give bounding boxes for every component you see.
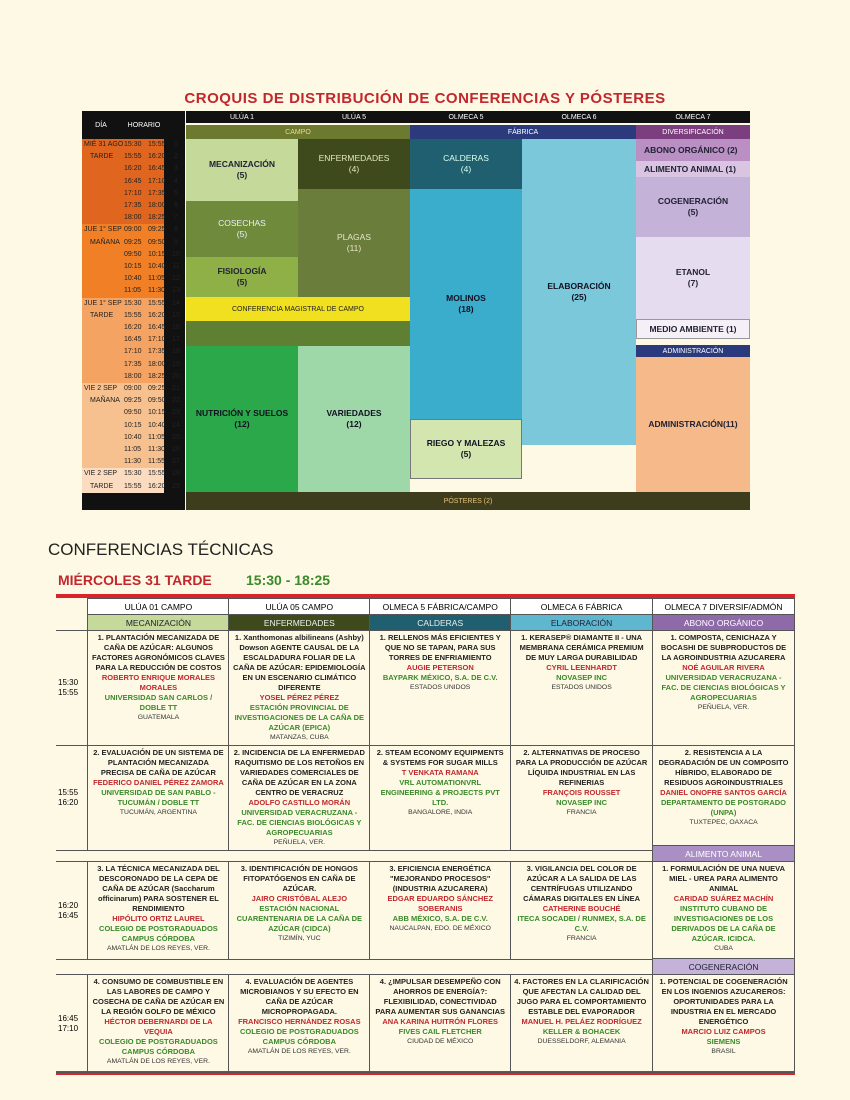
row-number: 19 <box>172 360 180 368</box>
time-start: 11:05 <box>124 287 141 295</box>
time-start: 15:55 <box>124 311 142 319</box>
header-horario: HORARIO <box>120 119 168 131</box>
time-end: 17:35 <box>148 348 166 356</box>
talk-author: AUGIE PETERSON <box>406 663 474 672</box>
talk-place: CIUDAD DE MÉXICO <box>407 1038 474 1045</box>
time-title: 15:30 - 18:25 <box>246 572 331 588</box>
section-title: CONFERENCIAS TÉCNICAS <box>48 540 274 559</box>
room-header: OLMECA 5 FÁBRICA/CAMPO <box>370 599 511 615</box>
talk-cell <box>511 975 653 1073</box>
row-number: 1 <box>174 141 178 148</box>
talk-place: BANGALORE, INDIA <box>408 809 473 816</box>
talk-title: 4. ¿IMPULSAR DESEMPEÑO CON AHORROS DE ENERGÍA?: FLEXIBILIDAD, CONECTIVIDAD PARA AUMENTAR SUS GANANCIAS <box>375 977 506 1016</box>
talk-place: ESTADOS UNIDOS <box>410 684 471 691</box>
talk-cell <box>88 862 229 960</box>
time-start: 15:55 <box>124 153 142 161</box>
time-start: 17:35 <box>124 202 142 209</box>
row-number: 8 <box>174 226 178 234</box>
time-end: 11:30 <box>148 446 165 453</box>
schedule-row <box>82 188 178 200</box>
talk-title: 4. FACTORES EN LA CLARIFICACIÓN QUE AFECTAN LA CALIDAD DEL JUGO PARA EL COMPORTAMIENTO ESTABLE DEL EVAPORADOR <box>514 977 649 1016</box>
talk-institution: VRL AUTOMATIONVRL ENGINEERING & PROJECTS PVT LTD. <box>380 778 500 807</box>
group-diversificacion: DIVERSIFICACIÓN <box>636 125 750 139</box>
category-enfermedades: ENFERMEDADES <box>229 615 370 631</box>
talk-institution: ESTACIÓN NACIONAL CUARENTENARIA DE LA CAÑA DE AZÚCAR (CIDCA) <box>236 904 363 933</box>
talk-cell <box>229 862 370 960</box>
schedule-row <box>82 273 180 285</box>
talk-place: BRASIL <box>711 1048 736 1055</box>
talk-title: 3. IDENTIFICACIÓN DE HONGOS FITOPATÓGENOS EN CAÑA DE AZÚCAR. <box>240 864 358 893</box>
block-cosechas: COSECHAS (5) <box>186 201 298 257</box>
talk-author: NOÉ AGUILAR RIVERA <box>682 663 765 672</box>
block-nutricion: NUTRICIÓN Y SUELOS (12) <box>186 346 298 492</box>
schedule-row <box>82 285 180 297</box>
talk-title: 2. STEAM ECONOMY EQUIPMENTS & SYSTEMS FOR SUGAR MILLS <box>376 748 504 767</box>
talk-title: 1. POTENCIAL DE COGENERACIÓN EN LOS INGENIOS AZUCAREROS: OPORTUNIDADES PARA LA INDUSTRIA EN EL MERCADO ENERGÉTICO <box>659 977 788 1026</box>
row-number: 23 <box>172 409 180 417</box>
talk-author: HÉCTOR DEBERNARDI DE LA VEQUIA <box>104 1017 213 1036</box>
block-calderas: CALDERAS (4) <box>410 139 522 189</box>
row-number: 20 <box>172 372 180 380</box>
talk-cell <box>229 631 370 746</box>
time-end: 10:15 <box>148 409 166 417</box>
talk-institution: FIVES CAIL FLETCHER <box>398 1027 482 1036</box>
schedule-row <box>82 200 178 212</box>
session-time <box>56 746 88 851</box>
session-time <box>56 862 88 960</box>
time-start: 16:20 <box>58 900 79 910</box>
time-start: 15:30 <box>124 141 142 148</box>
row-number: 5 <box>174 189 178 197</box>
time-start: 16:45 <box>124 177 142 185</box>
talk-cell <box>88 631 229 746</box>
talk-author: FRANCISCO HERNÁNDEZ ROSAS <box>238 1017 361 1026</box>
block-magistral: CONFERENCIA MAGISTRAL DE CAMPO <box>186 297 410 321</box>
block-mecanizacion: MECANIZACIÓN (5) <box>186 139 298 201</box>
row-number: 24 <box>172 421 180 429</box>
time-end: 09:50 <box>148 238 166 246</box>
talk-author: CATHERINE BOUCHÉ <box>542 904 621 913</box>
row-number: 4 <box>174 177 178 185</box>
schedule-row <box>82 407 180 419</box>
talk-place: PEÑUELA, VER. <box>273 839 325 846</box>
col-ulua5: ULÚA 5 <box>298 111 410 123</box>
page-title: CROQUIS DE DISTRIBUCIÓN DE CONFERENCIAS Y PÓSTERES <box>184 90 666 107</box>
schedule-row <box>82 212 178 224</box>
time-end: 16:20 <box>148 482 166 490</box>
talk-author: DANIEL ONOFRE SANTOS GARCÍA <box>660 788 787 797</box>
row-number: 2 <box>174 153 178 161</box>
time-end: 18:00 <box>148 360 166 368</box>
time-start: 09:25 <box>124 238 142 246</box>
block-fisiologia: FISIOLOGÍA (5) <box>186 257 298 297</box>
row-number: 12 <box>172 275 180 283</box>
talk-cell <box>88 975 229 1073</box>
row-number: 26 <box>172 446 180 453</box>
block-medio-ambiente: MEDIO AMBIENTE (1) <box>636 319 750 339</box>
time-start: 10:40 <box>124 433 142 441</box>
day-label: JUE 1° SEP <box>84 299 122 307</box>
block-variedades: VARIEDADES (12) <box>298 346 410 492</box>
block-administracion: ADMINISTRACIÓN(11) <box>636 357 750 492</box>
talk-author: T VENKATA RAMANA <box>401 768 479 777</box>
talk-cell <box>653 862 795 960</box>
time-end: 17:10 <box>58 1023 79 1033</box>
talk-place: ESTADOS UNIDOS <box>551 684 612 691</box>
talk-place: MATANZAS, CUBA <box>269 734 329 741</box>
block-cogeneracion: COGENERACIÓN (5) <box>636 177 750 237</box>
talk-title: 1. COMPOSTA, CENICHAZA Y BOCASHI DE SUBPRODUCTOS DE LA AGROINDUSTRIA AZUCARERA <box>660 633 787 662</box>
day-sub: MAÑANA <box>90 397 120 405</box>
talk-cell <box>370 631 511 746</box>
time-end: 17:10 <box>148 336 166 344</box>
time-end: 15:55 <box>148 470 166 478</box>
talk-institution: INSTITUTO CUBANO DE INVESTIGACIONES DE LOS DERIVADOS DE LA CAÑA DE AZÚCAR. ICIDCA. <box>671 904 776 943</box>
category-mecanizacion: MECANIZACIÓN <box>88 615 229 631</box>
row-number: 16 <box>172 324 180 331</box>
schedule-row <box>82 334 180 346</box>
talk-author: ROBERTO ENRIQUE MORALES MORALES <box>101 673 216 692</box>
row-number: 9 <box>174 238 178 246</box>
time-start: 15:30 <box>124 470 142 478</box>
time-start: 16:45 <box>124 336 142 344</box>
category-calderas: CALDERAS <box>370 615 511 631</box>
time-end: 10:40 <box>148 263 166 270</box>
talk-cell <box>653 746 795 851</box>
row-number: 14 <box>172 299 180 307</box>
talk-place: GUATEMALA <box>137 714 180 721</box>
time-end: 16:45 <box>58 910 79 920</box>
talk-title: 4. CONSUMO DE COMBUSTIBLE EN LAS LABORES DE CAMPO Y COSECHA DE CAÑA DE AZÚCAR EN LA REGIÓN GOLFO DE MÉXICO <box>92 977 225 1016</box>
row-number: 18 <box>172 348 180 356</box>
col-olmeca7: OLMECA 7 <box>636 111 750 123</box>
time-start: 17:35 <box>124 360 142 368</box>
time-end: 15:55 <box>148 299 166 307</box>
conferences-table-2 <box>56 845 795 960</box>
time-start: 15:55 <box>58 788 79 797</box>
day-label: VIE 2 SEP <box>84 385 118 392</box>
block-molinos: MOLINOS (18) <box>410 189 522 419</box>
time-start: 16:20 <box>124 165 142 173</box>
talk-title: 1. PLANTACIÓN MECANIZADA DE CAÑA DE AZÚCAR: ALGUNOS FACTORES AGRONÓMICOS CLAVES PARA LA REDUCCIÓN DE COSTOS <box>92 633 225 672</box>
session-row <box>56 631 795 746</box>
talk-institution: ESTACIÓN PROVINCIAL DE INVESTIGACIONES DE LA CAÑA DE AZÚCAR (EPICA) <box>234 703 365 732</box>
schedule-row <box>82 163 178 175</box>
talk-title: 1. KERASEP® DIAMANTE II - UNA MEMBRANA CERÁMICA PREMIUM DE MUY LARGA DURABILIDAD <box>519 633 644 662</box>
talk-place: CUBA <box>714 945 733 952</box>
schedule-row <box>82 371 180 383</box>
talk-institution: COLEGIO DE POSTGRADUADOS CAMPUS CÓRDOBA <box>99 1037 218 1056</box>
time-end: 16:20 <box>58 798 79 807</box>
group-administracion: ADMINISTRACIÓN <box>636 345 750 357</box>
day-sub: MAÑANA <box>90 238 120 246</box>
block-posteres: PÓSTERES (2) <box>186 492 750 510</box>
talk-title: 1. RELLENOS MÁS EFICIENTES Y QUE NO SE TAPAN, PARA SUS TORRES DE ENFRIAMIENTO <box>379 633 501 662</box>
day-sub: TARDE <box>90 311 114 319</box>
time-start: 18:00 <box>124 372 142 380</box>
talk-institution: UNIVERSIDAD VERACRUZANA - FAC. DE CIENCIAS BIOLÓGICAS Y AGROPECUARIAS <box>237 808 362 837</box>
time-start: 09:50 <box>124 409 142 417</box>
talk-cell <box>370 746 511 851</box>
talk-place: PEÑUELA, VER. <box>697 704 750 711</box>
time-start: 16:45 <box>58 1013 79 1023</box>
group-campo: CAMPO <box>186 125 410 139</box>
talk-title: 2. RESISTENCIA A LA DEGRADACIÓN DE UN COMPOSITO HÍBRIDO, ELABORADO DE RESIDUOS AGROINDUSTRIALES <box>658 748 789 787</box>
row-number: 17 <box>172 336 180 344</box>
day-title: MIÉRCOLES 31 TARDE <box>58 572 212 588</box>
time-end: 09:25 <box>148 385 166 392</box>
time-end: 16:20 <box>148 153 166 161</box>
talk-institution: NOVASEP INC <box>556 798 608 807</box>
day-label: MIÉ 31 AGO <box>84 141 124 148</box>
row-number: 6 <box>174 202 178 209</box>
row-number: 11 <box>172 263 180 270</box>
time-start: 15:55 <box>124 482 142 490</box>
session-time <box>56 975 88 1073</box>
row-number: 25 <box>172 433 180 441</box>
talk-institution: NOVASEP INC <box>556 673 608 682</box>
time-end: 17:10 <box>148 177 166 185</box>
talk-title: 4. EVALUACIÓN DE AGENTES MICROBIANOS Y SU EFECTO EN CAÑA DE AZÚCAR MICROPROPAGADA. <box>240 977 359 1016</box>
row-number: 10 <box>172 250 180 258</box>
col-olmeca5: OLMECA 5 <box>410 111 522 123</box>
col-olmeca6: OLMECA 6 <box>522 111 636 123</box>
time-end: 09:50 <box>148 397 166 405</box>
time-start: 10:15 <box>124 263 142 270</box>
category-elaboracion: ELABORACIÓN <box>511 615 653 631</box>
row-number: 21 <box>172 385 180 392</box>
talk-place: TIZIMÍN, YUC <box>278 935 321 942</box>
conferences-table-3 <box>56 958 795 1073</box>
talk-place: TUCUMÁN, ARGENTINA <box>119 809 197 816</box>
schedule-row <box>82 359 180 371</box>
time-end: 16:20 <box>148 311 166 319</box>
talk-institution: DEPARTAMENTO DE POSTGRADO (UNPA) <box>661 798 787 817</box>
talk-cell <box>653 975 795 1073</box>
session-row <box>56 862 795 960</box>
category-alimento-animal: ALIMENTO ANIMAL <box>653 846 795 862</box>
talk-place: FRANCIA <box>566 809 597 816</box>
talk-institution: KELLER & BOHACEK <box>542 1027 621 1036</box>
time-start: 10:40 <box>124 275 142 283</box>
time-start: 15:30 <box>58 678 79 687</box>
day-label: VIE 2 SEP <box>84 470 118 478</box>
talk-title: 2. INCIDENCIA DE LA ENFERMEDAD RAQUITISMO DE LOS RETOÑOS EN VARIEDADES COMERCIALES DE CAÑA DE AZÚCAR EN LA ZONA CENTRO DE VERACRUZ <box>233 748 365 797</box>
group-fabrica: FÁBRICA <box>410 125 636 139</box>
conferences-table <box>56 598 795 851</box>
row-number: 13 <box>172 287 180 295</box>
time-end: 18:00 <box>148 202 166 209</box>
time-start: 11:30 <box>124 458 141 466</box>
time-start: 16:20 <box>124 324 142 331</box>
row-number: 7 <box>174 214 178 222</box>
talk-title: 3. LA TÉCNICA MECANIZADA DEL DESCORONADO DE LA CEPA DE CAÑA DE AZÚCAR (Saccharum officinarum) PARA SOSTENER EL RENDIMIENTO <box>97 864 220 913</box>
row-number: 28 <box>172 470 180 478</box>
schedule-row <box>82 444 180 456</box>
row-number: 29 <box>172 482 180 490</box>
block-elaboracion: ELABORACIÓN (25) <box>522 139 636 445</box>
talk-title: 1. FORMULACIÓN DE UNA NUEVA MIEL - UREA PARA ALIMENTO ANIMAL <box>662 864 785 893</box>
time-end: 15:55 <box>58 688 79 697</box>
schedule-row <box>82 322 180 334</box>
talk-cell <box>370 975 511 1073</box>
schedule-row <box>82 432 180 444</box>
talk-author: MANUEL H. PELÁEZ RODRÍGUEZ <box>521 1017 642 1026</box>
talk-author: JAIRO CRISTÓBAL ALEJO <box>251 894 348 903</box>
talk-author: CARIDAD SUÁREZ MACHÍN <box>673 894 774 903</box>
schedule-row <box>82 249 180 261</box>
talk-title: 2. ALTERNATIVAS DE PROCESO PARA LA PRODUCCIÓN DE AZÚCAR LÍQUIDA INDUSTRIAL EN LAS REFINERIAS <box>515 748 648 787</box>
day-sub: TARDE <box>90 153 114 161</box>
time-end: 18:25 <box>148 214 166 222</box>
block-enfermedades: ENFERMEDADES (4) <box>298 139 410 189</box>
time-start: 15:30 <box>124 299 142 307</box>
talk-author: CYRIL LEENHARDT <box>546 663 617 672</box>
row-number: 27 <box>172 458 180 466</box>
time-end: 11:55 <box>148 458 165 466</box>
talk-institution: UNIVERSIDAD SAN CARLOS / DOBLE TT <box>104 693 213 712</box>
talk-author: FRANÇOIS ROUSSET <box>542 788 621 797</box>
block-etanol: ETANOL (7) <box>636 237 750 319</box>
talk-institution: UNIVERSIDAD DE SAN PABLO - TUCUMÁN / DOBLE TT <box>101 788 216 807</box>
time-start: 09:50 <box>124 250 142 258</box>
time-end: 16:45 <box>148 324 166 331</box>
time-end: 15:55 <box>148 141 166 148</box>
category-abono: ABONO ORGÁNICO <box>653 615 795 631</box>
schedule-row <box>82 261 180 273</box>
talk-author: YOSEL PÉREZ PÉREZ <box>259 693 340 702</box>
schedule-row <box>82 176 178 188</box>
time-end: 17:35 <box>148 189 166 197</box>
talk-cell <box>511 746 653 851</box>
time-end: 09:25 <box>148 226 166 234</box>
time-end: 10:15 <box>148 250 166 258</box>
talk-place: DUESSELDORF, ALEMANIA <box>537 1038 626 1045</box>
schedule-row <box>82 346 180 358</box>
talk-place: NAUCALPAN, EDO. DE MÉXICO <box>389 925 491 932</box>
category-cogeneracion: COGENERACIÓN <box>653 959 795 975</box>
time-end: 11:05 <box>148 275 165 283</box>
talk-cell <box>511 631 653 746</box>
schedule-grid <box>82 111 750 510</box>
time-start: 17:10 <box>124 189 142 197</box>
day-label: JUE 1° SEP <box>84 226 122 234</box>
talk-author: EDGAR EDUARDO SÁNCHEZ SOBERANIS <box>387 894 493 913</box>
schedule-row <box>82 456 180 468</box>
talk-cell <box>229 746 370 851</box>
talk-author: ANA KARINA HUITRÓN FLORES <box>382 1017 499 1026</box>
time-start: 11:05 <box>124 446 141 453</box>
row-number: 22 <box>172 397 180 405</box>
time-start: 09:25 <box>124 397 142 405</box>
talk-place: AMATLÁN DE LOS REYES, VER. <box>247 1048 351 1055</box>
room-header: OLMECA 6 FÁBRICA <box>511 599 653 615</box>
talk-place: AMATLÁN DE LOS REYES, VER. <box>106 1058 210 1065</box>
talk-title: 3. VIGILANCIA DEL COLOR DE AZÚCAR A LA SALIDA DE LAS CENTRÍFUGAS UTILIZANDO CÁMARAS DIGITALES EN LÍNEA <box>523 864 641 903</box>
talk-title: 2. EVALUACIÓN DE UN SISTEMA DE PLANTACIÓN MECANIZADA PRECISA DE CAÑA DE AZÚCAR <box>93 748 224 777</box>
col-ulua1: ULÚA 1 <box>186 111 298 123</box>
talk-institution: SIEMENS <box>706 1037 741 1046</box>
session-row <box>56 975 795 1073</box>
time-end: 11:05 <box>148 433 165 441</box>
time-end: 11:30 <box>148 287 165 295</box>
time-end: 16:45 <box>148 165 166 173</box>
session-time <box>56 631 88 746</box>
day-sub: TARDE <box>90 482 114 490</box>
talk-cell <box>370 862 511 960</box>
talk-author: HIPÓLITO ORTIZ LAUREL <box>112 914 205 923</box>
talk-institution: COLEGIO DE POSTGRADUADOS CAMPUS CÓRDOBA <box>239 1027 359 1046</box>
time-start: 10:15 <box>124 421 142 429</box>
header-dia: DÍA <box>82 119 120 131</box>
room-header: OLMECA 7 DIVERSIF/ADMÓN <box>653 599 795 615</box>
room-header: ULÚA 01 CAMPO <box>88 599 229 615</box>
row-number: 3 <box>174 165 178 173</box>
schedule-row <box>82 420 180 432</box>
block-abono: ABONO ORGÁNICO (2) <box>636 139 750 161</box>
session-row <box>56 746 795 851</box>
talk-institution: BAYPARK MÉXICO, S.A. DE C.V. <box>382 673 498 682</box>
talk-cell <box>88 746 229 851</box>
room-header: ULÚA 05 CAMPO <box>229 599 370 615</box>
talk-institution: ABB MÉXICO, S.A. DE C.V. <box>392 914 488 923</box>
talk-title: 1. Xanthomonas albilineans (Ashby) Dowson AGENTE CAUSAL DE LA ESCALDADURA FOLIAR DE LA CAÑA DE AZÚCAR: EPIDEMIOLOGÍA EN UN ESCENARIO CLIMÁTICO DIFERENTE <box>233 633 366 692</box>
talk-institution: UNIVERSIDAD VERACRUZANA - FAC. DE CIENCIAS BIOLÓGICAS Y AGROPECUARIAS <box>661 673 786 702</box>
talk-author: MARCIO LUIZ CAMPOS <box>681 1027 766 1036</box>
block-alimento: ALIMENTO ANIMAL (1) <box>636 161 750 177</box>
talk-place: TUXTEPEC, OAXACA <box>689 819 758 826</box>
talk-cell <box>653 631 795 746</box>
row-number: 15 <box>172 311 180 319</box>
time-start: 17:10 <box>124 348 142 356</box>
block-plagas: PLAGAS (11) <box>298 189 410 297</box>
time-end: 18:25 <box>148 372 166 380</box>
talk-institution: ITECA SOCADEI / RUNMEX, S.A. DE C.V. <box>517 914 646 933</box>
talk-cell <box>229 975 370 1073</box>
talk-institution: COLEGIO DE POSTGRADUADOS CAMPUS CÓRDOBA <box>99 924 218 943</box>
time-start: 09:00 <box>124 385 142 392</box>
talk-author: ADOLFO CASTILLO MORÁN <box>248 798 351 807</box>
block-riego: RIEGO Y MALEZAS (5) <box>410 419 522 479</box>
time-start: 09:00 <box>124 226 142 234</box>
time-start: 18:00 <box>124 214 142 222</box>
talk-place: AMATLÁN DE LOS REYES, VER. <box>106 945 210 952</box>
talk-title: 3. EFICIENCIA ENERGÉTICA "MEJORANDO PROCESOS" (INDUSTRIA AZUCARERA) <box>389 864 492 893</box>
time-end: 10:40 <box>148 421 166 429</box>
talk-place: FRANCIA <box>566 935 597 942</box>
talk-cell <box>511 862 653 960</box>
talk-author: FEDERICO DANIEL PÉREZ ZAMORA <box>93 778 224 787</box>
